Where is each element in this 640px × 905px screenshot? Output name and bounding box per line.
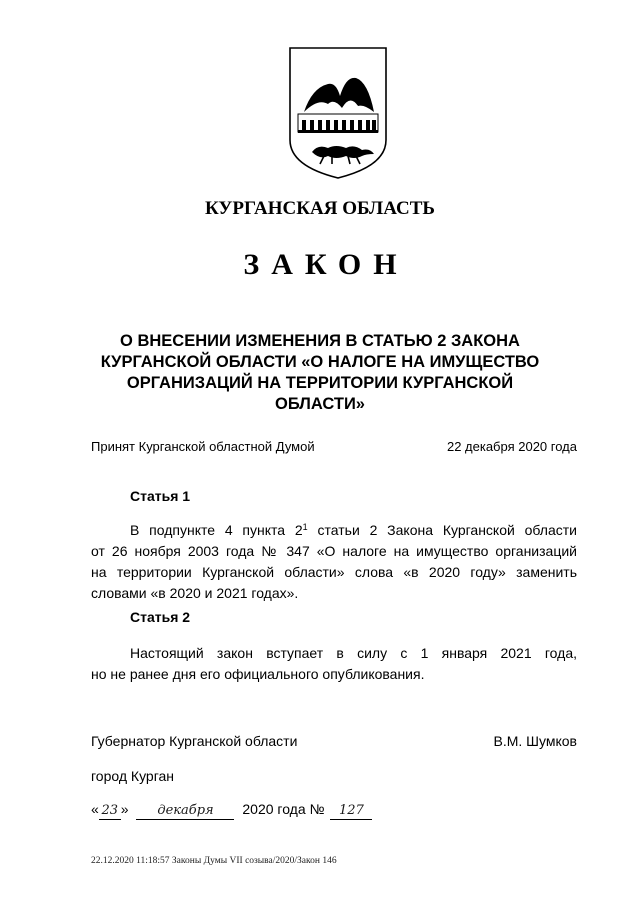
signing-date-line <box>91 801 372 820</box>
city: город Курган <box>91 768 175 784</box>
article-1-title: Статья 1 <box>130 488 191 504</box>
article-1-line: на территории Курганской области» слова «в 2020 году» заменить <box>91 564 577 580</box>
article-1-line <box>91 520 577 541</box>
handwritten-number: 127 <box>330 803 372 820</box>
article-2-line: Настоящий закон вступает в силу с 1 января 2021 года, <box>130 645 577 661</box>
signatory-position: Губернатор Курганской области <box>91 733 298 749</box>
footer-stamp: 22.12.2020 11:18:57 Законы Думы VII созыва/2020/Закон 146 <box>91 856 337 866</box>
adoption-date: 22 декабря 2020 года <box>446 439 577 454</box>
subject-line: ОБЛАСТИ» <box>275 395 365 413</box>
date-quote: « <box>91 801 99 817</box>
date-year: 2020 года № <box>242 801 325 817</box>
subject-line: ОРГАНИЗАЦИЙ НА ТЕРРИТОРИИ КУРГАНСКОЙ <box>126 374 514 392</box>
region-title: КУРГАНСКАЯ ОБЛАСТЬ <box>205 198 435 219</box>
document-type: ЗАКОН <box>243 248 409 281</box>
adopted-by: Принят Курганской областной Думой <box>91 439 315 454</box>
article-2-body <box>91 643 577 685</box>
handwritten-day: 23 <box>99 803 121 820</box>
article-2-title: Статья 2 <box>130 609 191 625</box>
subject-line: КУРГАНСКОЙ ОБЛАСТИ «О НАЛОГЕ НА ИМУЩЕСТВО <box>100 353 540 371</box>
subject-line: О ВНЕСЕНИИ ИЗМЕНЕНИЯ В СТАТЬЮ 2 ЗАКОНА <box>120 332 520 350</box>
law-subject <box>80 331 560 415</box>
article-2-line: но не ранее дня его официального опубликования. <box>91 666 425 682</box>
superscript: 1 <box>302 522 308 532</box>
article-1-line: от 26 ноября 2003 года № 347 «О налоге на имущество организаций <box>91 543 577 559</box>
article-1-line-text: В подпункте 4 пункта 2 <box>130 522 303 538</box>
date-quote: » <box>120 801 129 817</box>
article-1-line: словами «в 2020 и 2021 годах». <box>91 585 299 601</box>
signatory-name: В.М. Шумков <box>493 733 577 749</box>
article-1-body <box>91 520 577 604</box>
coat-of-arms-icon <box>284 44 392 184</box>
article-1-line-text: статьи 2 Закона Курганской области <box>307 522 577 538</box>
handwritten-month: декабря <box>136 803 234 820</box>
